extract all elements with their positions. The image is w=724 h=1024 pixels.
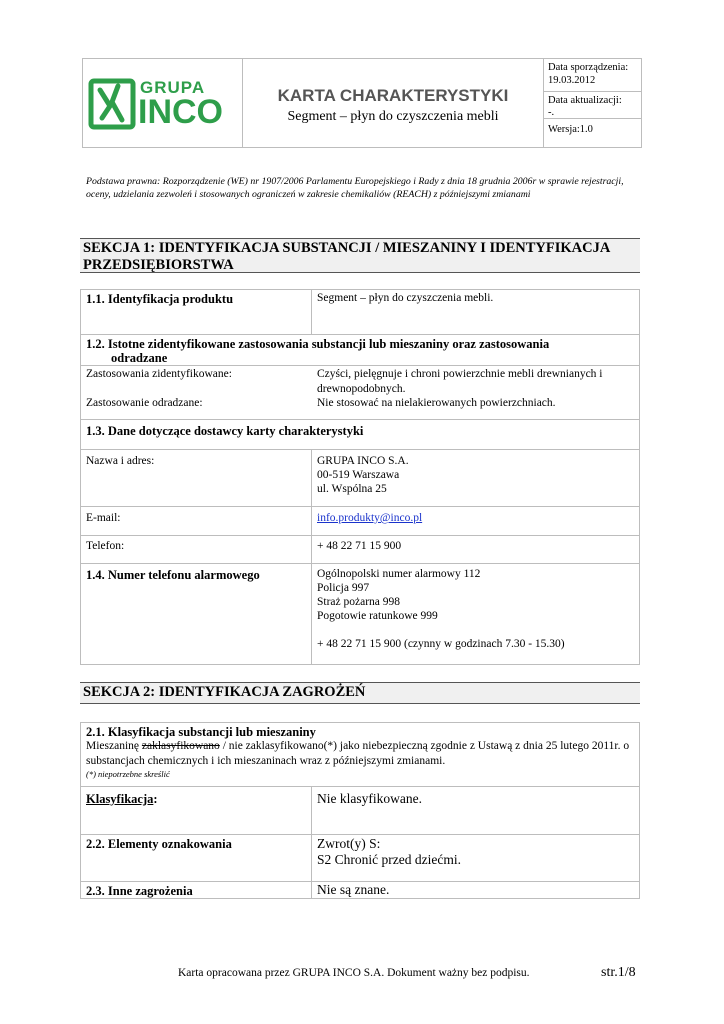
s22-value-line1: Zwrot(y) S: [317,836,381,851]
page-number: str.1/8 [601,965,636,980]
s14-label: 1.4. Numer telefonu alarmowego [86,568,260,582]
document-title: KARTA CHARAKTERYSTYKI [277,86,509,105]
header-divider-logo [242,58,243,148]
s11-label: 1.1. Identyfikacja produktu [86,292,234,306]
s1-row-line-5 [80,506,640,507]
emergency-line-1: Ogólnopolski numer alarmowy 112 [317,568,481,580]
section-2-heading: SEKCJA 2: IDENTYFIKACJA ZAGROŻEŃ [80,682,640,704]
version-label: Wersja:1.0 [548,124,593,135]
s2-col-line [311,786,312,899]
logo-text-bottom: INCO [138,93,223,131]
uses-value: Czyści, pielęgnuje i chroni powierzchnie mebli drewnianych i drewnopodobnych. [317,368,603,395]
updated-value: -. [548,107,555,118]
updated-label: Data aktualizacji: [548,95,622,106]
email-link[interactable]: info.produkty@inco.pl [317,512,423,524]
address-line-1: GRUPA INCO S.A. [317,455,409,467]
disadvised-label: Zastosowanie odradzane: [86,397,203,409]
classification-value: Nie klasyfikowane. [317,791,422,806]
address-line-3: ul. Wspólna 25 [317,483,387,495]
emergency-extra: + 48 22 71 15 900 (czynny w godzinach 7.30 - 15.30) [317,638,565,650]
header-meta-line-1 [543,91,642,92]
phone-value: + 48 22 71 15 900 [317,540,402,552]
address-line-2: 00-519 Warszawa [317,469,400,481]
s2-row-line-1 [80,786,640,787]
address-label: Nazwa i adres: [86,455,155,467]
s1-row-line-7 [80,563,640,564]
created-value: 19.03.2012 [548,75,596,86]
created-label: Data sporządzenia: [548,62,629,73]
classification-label [86,792,158,807]
phone-label: Telefon: [86,540,125,552]
s1-col-line-a [311,289,312,334]
emergency-line-4: Pogotowie ratunkowe 999 [317,610,438,622]
s11-value: Segment – płyn do czyszczenia mebli. [317,292,494,304]
s12-heading-line1: 1.2. Istotne zidentyfikowane zastosowania substancji lub mieszaniny oraz zastosowania [86,337,550,351]
header-divider-meta [543,58,544,148]
s1-row-line-3 [80,419,640,420]
s23-label: 2.3. Inne zagrożenia [86,884,193,898]
document-subtitle: Segment – płyn do czyszczenia mebli [287,109,499,124]
s13-heading: 1.3. Dane dotyczące dostawcy karty charakterystyki [86,424,364,438]
s21-text-a: Mieszaninę [86,740,142,752]
disadvised-value: Nie stosować na nielakierowanych powierzchniach. [317,397,556,409]
s2-row-line-2 [80,834,640,835]
uses-label: Zastosowania zidentyfikowane: [86,368,232,380]
section-1-heading: SEKCJA 1: IDENTYFIKACJA SUBSTANCJI / MIESZANINY I IDENTYFIKACJA PRZEDSIĘBIORSTWA [80,238,640,273]
s12-heading-line2: odradzane [111,351,168,365]
s21-text [86,739,634,768]
s1-row-line-1 [80,334,640,335]
footer-text: Karta opracowana przez GRUPA INCO S.A. Dokument ważny bez podpisu. [178,967,530,979]
s23-value: Nie są znane. [317,882,390,897]
s21-text-struck: zaklasyfikowano [141,740,220,752]
emergency-line-3: Straż pożarna 998 [317,596,401,608]
logo-emblem-icon [88,78,136,130]
s1-col-line-b [311,449,312,665]
legal-basis: Podstawa prawna: Rozporządzenie (WE) nr 1907/2006 Parlamentu Europejskiego i Rady z dnia 18 grudnia 2006r w sprawie rejestracji, oceny, udzielania zezwoleń i stosowanych ograniczeń w zakresie chemikaliów (REACH) z późniejszymi zmianami [86,176,624,200]
s22-value-line2: S2 Chronić przed dziećmi. [317,852,461,867]
s21-note: (*) niepotrzebne skreślić [86,769,170,779]
s22-label: 2.2. Elementy oznakowania [86,837,232,851]
s1-row-line-4 [80,449,640,450]
header-meta-line-2 [543,118,642,119]
email-label: E-mail: [86,512,121,524]
classification-colon: : [153,792,158,806]
s1-row-line-6 [80,535,640,536]
s21-heading: 2.1. Klasyfikacja substancji lub mieszaniny [86,725,316,739]
company-logo [88,76,234,132]
emergency-line-2: Policja 997 [317,582,370,594]
classification-label-text: Klasyfikacja [86,792,154,806]
logo-text-top: GRUPA [140,78,206,97]
s21-text-b: / nie zaklasyfikowano(*) jako niebezpieczną zgodnie z Ustawą z dnia 25 lutego 2011r. o substancjach chemicznych i ich mieszaninach wraz z późniejszymi zmianami. [86,740,630,767]
